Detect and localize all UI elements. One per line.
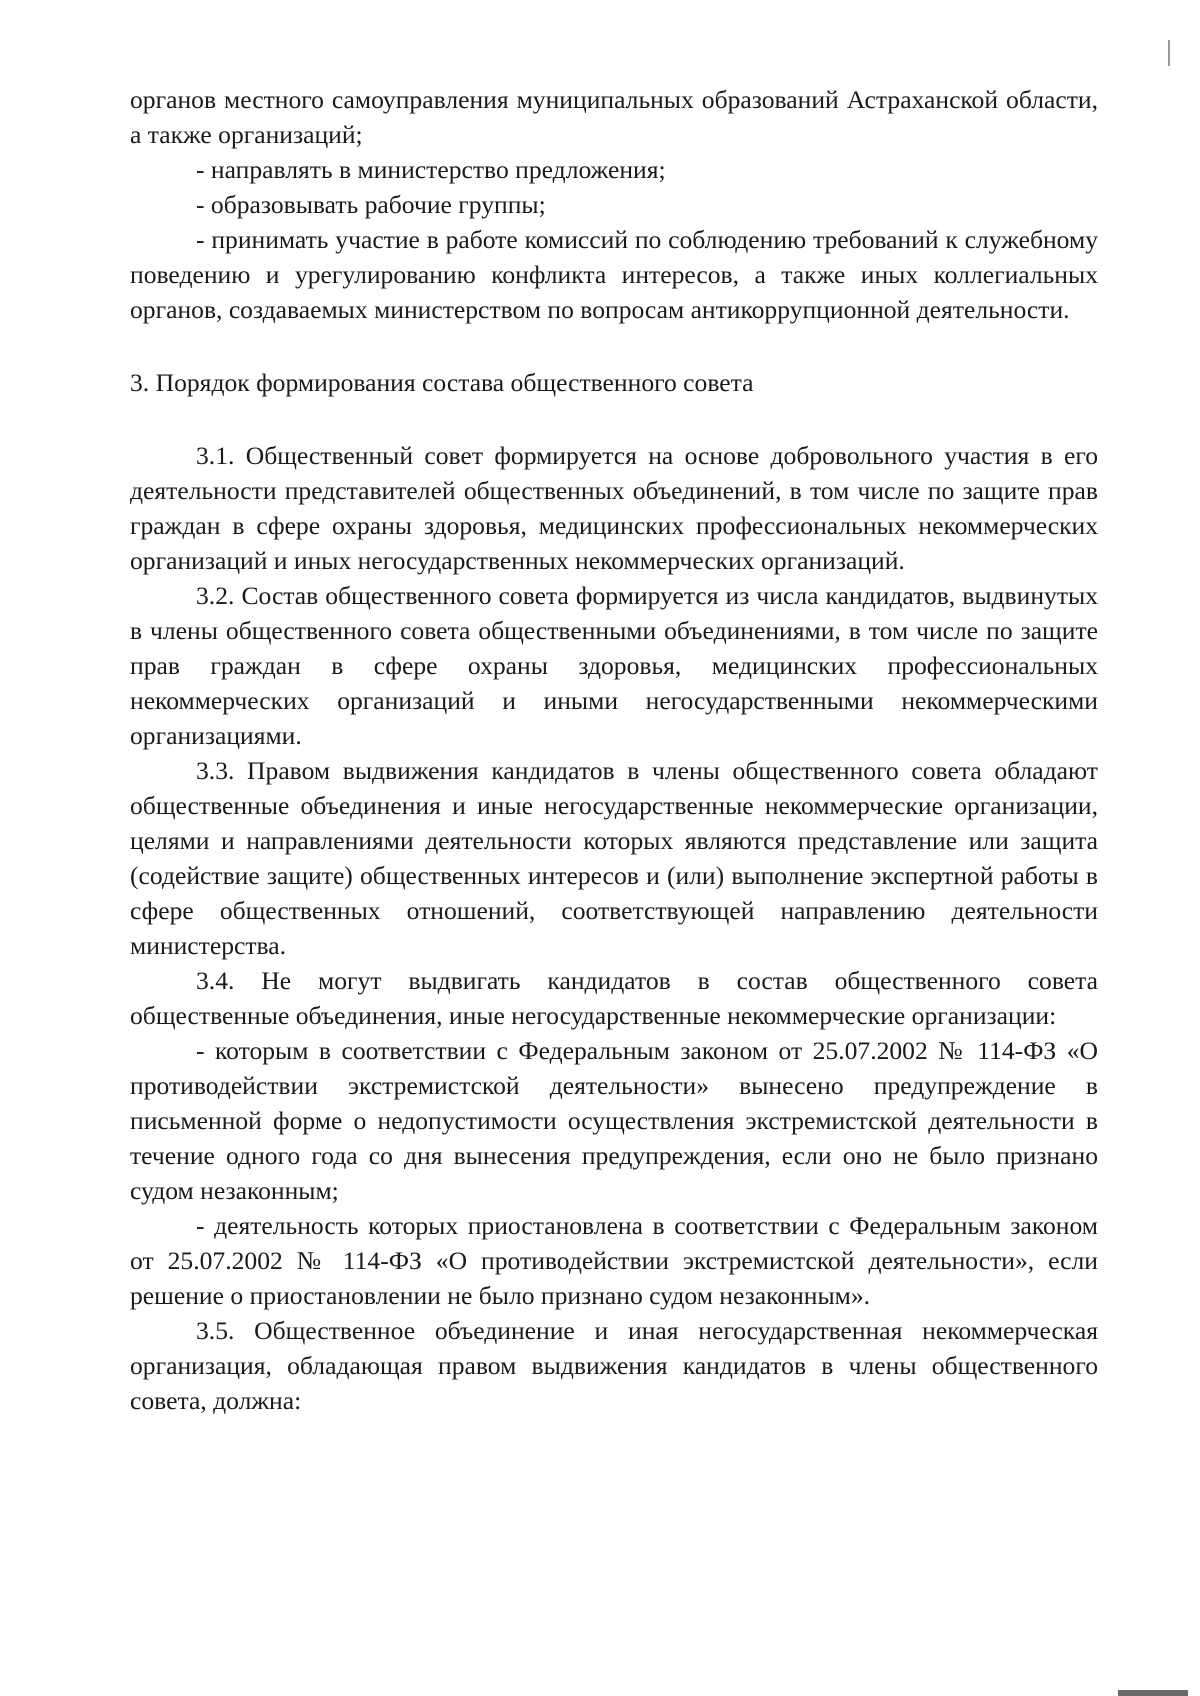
paragraph-3-4: 3.4. Не могут выдвигать кандидатов в состав общественного совета общественные объединения, иные негосударственные некоммерческие организации: (130, 966, 1098, 1030)
paragraph-3-1: 3.1. Общественный совет формируется на основе добровольного участия в его деятельности представителей общественных объединений, в том числе по защите прав граждан в сфере охраны здоровья, медицинских профессиональных некоммерческих организаций и иных негосударственных некоммерческих организаций. (130, 441, 1098, 575)
list-item-working-groups: - образовывать рабочие группы; (196, 190, 546, 219)
paragraph-3-4-item-a: - которым в соответствии с Федеральным законом от 25.07.2002 № 114-ФЗ «О противодействии экстремистской деятельности» вынесено предупреждение в письменной форме о недопустимости осуществления экстремистской деятельности в течение одного года со дня вынесения предупреждения, если оно не было признано судом незаконным; (130, 1036, 1098, 1205)
list-item-proposals: - направлять в министерство предложения; (196, 155, 666, 184)
section-heading: 3. Порядок формирования состава общественного совета (130, 368, 754, 397)
paragraph-3-3: 3.3. Правом выдвижения кандидатов в члены общественного совета обладают общественные объединения и иные негосударственные некоммерческие организации, целями и направлениями деятельности которых являются представление или защита (содействие защите) общественных интересов и (или) выполнение экспертной работы в сфере общественных отношений, соответствующей направлению деятельности министерства. (130, 756, 1098, 960)
scan-bottom-mark (1118, 1690, 1188, 1696)
scan-edge-mark (1168, 40, 1170, 66)
paragraph-3-2: 3.2. Состав общественного совета формируется из числа кандидатов, выдвинутых в члены общественного совета общественными объединениями, в том числе по защите прав граждан в сфере охраны здоровья, медицинских профессиональных некоммерческих организаций и иными негосударственными некоммерческими организациями. (130, 581, 1098, 750)
paragraph-3-4-item-b: - деятельность которых приостановлена в соответствии с Федеральным законом от 25.07.2002 № 114-ФЗ «О противодействии экстремистской деятельности», если решение о приостановлении не было признано судом незаконным». (130, 1211, 1098, 1310)
intro-continuation: органов местного самоуправления муниципальных образований Астраханской области, а также организаций; (130, 85, 1098, 149)
list-item-commissions: - принимать участие в работе комиссий по соблюдению требований к служебному поведению и урегулированию конфликта интересов, а также иных коллегиальных органов, создаваемых министерством по вопросам антикоррупционной деятельности. (130, 225, 1098, 324)
document-page (130, 82, 1098, 1418)
paragraph-3-5: 3.5. Общественное объединение и иная негосударственная некоммерческая организация, обладающая правом выдвижения кандидатов в члены общественного совета, должна: (130, 1316, 1098, 1415)
